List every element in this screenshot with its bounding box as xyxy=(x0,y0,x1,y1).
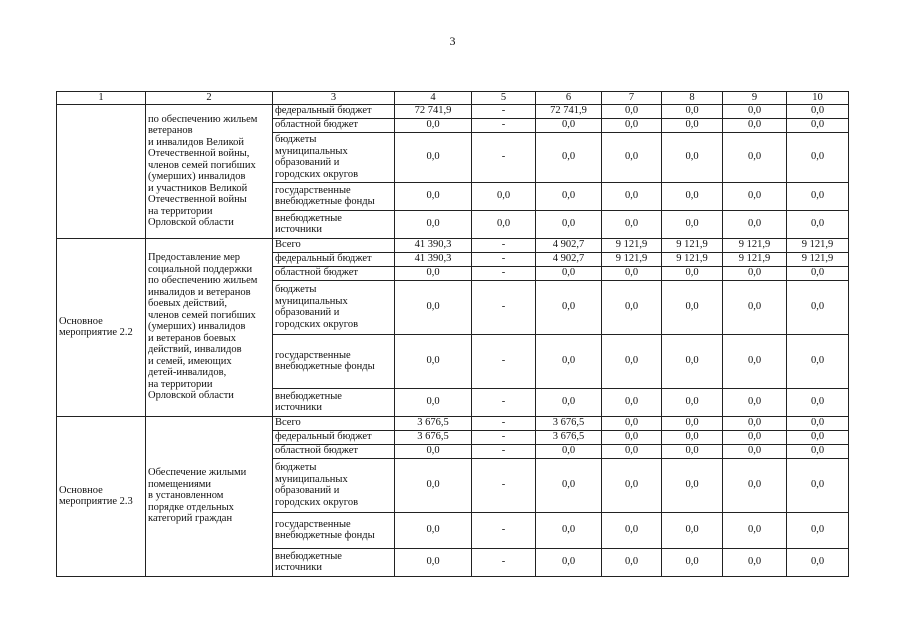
value-cell: 0,0 xyxy=(662,458,723,512)
value-cell: 0,0 xyxy=(602,416,662,430)
value-cell: - xyxy=(472,388,536,416)
value-cell: 0,0 xyxy=(602,210,662,238)
column-header: 8 xyxy=(662,92,723,105)
value-cell: 0,0 xyxy=(787,444,849,458)
value-cell: 0,0 xyxy=(536,266,602,280)
value-cell: 0,0 xyxy=(662,512,723,548)
value-cell: 0,0 xyxy=(536,512,602,548)
table-row xyxy=(57,416,849,430)
measure-cell xyxy=(57,238,146,416)
funding-source-cell xyxy=(273,430,395,444)
column-header: 5 xyxy=(472,92,536,105)
value-cell: 0,0 xyxy=(787,458,849,512)
value-cell: 0,0 xyxy=(602,444,662,458)
value-cell: 0,0 xyxy=(395,210,472,238)
value-cell: 0,0 xyxy=(536,388,602,416)
value-cell: 0,0 xyxy=(787,430,849,444)
value-cell: 0,0 xyxy=(723,132,787,182)
funding-source-cell xyxy=(273,104,395,118)
column-header: 1 xyxy=(57,92,146,105)
value-cell: 0,0 xyxy=(662,266,723,280)
value-cell: 0,0 xyxy=(536,280,602,334)
value-cell: - xyxy=(472,238,536,252)
value-cell: 0,0 xyxy=(787,280,849,334)
value-cell: 0,0 xyxy=(787,182,849,210)
value-cell: 0,0 xyxy=(662,388,723,416)
value-cell: 9 121,9 xyxy=(787,238,849,252)
value-cell: 0,0 xyxy=(602,182,662,210)
funding-source-cell xyxy=(273,266,395,280)
value-cell: - xyxy=(472,430,536,444)
value-cell: 0,0 xyxy=(602,266,662,280)
value-cell: 0,0 xyxy=(662,210,723,238)
value-cell: 3 676,5 xyxy=(395,430,472,444)
value-cell: 0,0 xyxy=(787,104,849,118)
value-cell: 0,0 xyxy=(787,334,849,388)
value-cell: 0,0 xyxy=(723,182,787,210)
value-cell: 0,0 xyxy=(723,388,787,416)
value-cell: 0,0 xyxy=(536,334,602,388)
value-cell: 0,0 xyxy=(787,132,849,182)
value-cell: 0,0 xyxy=(787,548,849,576)
value-cell: 0,0 xyxy=(602,104,662,118)
value-cell: 0,0 xyxy=(536,182,602,210)
value-cell: 0,0 xyxy=(602,388,662,416)
value-cell: 0,0 xyxy=(536,444,602,458)
funding-source-cell xyxy=(273,132,395,182)
value-cell: 4 902,7 xyxy=(536,238,602,252)
value-cell: 0,0 xyxy=(602,548,662,576)
measure-cell xyxy=(57,104,146,238)
funding-source-label: областной бюджет xyxy=(275,119,358,131)
value-cell: 0,0 xyxy=(602,132,662,182)
value-cell: 0,0 xyxy=(787,512,849,548)
value-cell: 0,0 xyxy=(723,444,787,458)
funding-source-cell xyxy=(273,280,395,334)
funding-source-label: федеральный бюджет xyxy=(275,253,372,265)
description-cell xyxy=(146,416,273,576)
value-cell: 0,0 xyxy=(472,182,536,210)
funding-source-label: областной бюджет xyxy=(275,445,358,457)
value-cell: 0,0 xyxy=(395,388,472,416)
funding-source-cell xyxy=(273,548,395,576)
funding-source-label: федеральный бюджет xyxy=(275,105,372,117)
description-text: по обеспечению жильем ветеранов и инвалидов Великой Отечественной войны, членов семей погибших (умерших) инвалидов и участников Великой Отечественной войны на территории Орловской области xyxy=(148,113,258,228)
value-cell: 0,0 xyxy=(787,416,849,430)
value-cell: - xyxy=(472,104,536,118)
value-cell: 0,0 xyxy=(662,444,723,458)
value-cell: 0,0 xyxy=(395,132,472,182)
value-cell: 0,0 xyxy=(662,430,723,444)
value-cell: 0,0 xyxy=(787,118,849,132)
value-cell: 0,0 xyxy=(662,548,723,576)
value-cell: 0,0 xyxy=(602,458,662,512)
value-cell: 0,0 xyxy=(536,118,602,132)
value-cell: 0,0 xyxy=(536,458,602,512)
funding-source-cell xyxy=(273,210,395,238)
funding-source-label: бюджеты муниципальных образований и городских округов xyxy=(275,284,359,330)
value-cell: 0,0 xyxy=(472,210,536,238)
value-cell: - xyxy=(472,548,536,576)
value-cell: 0,0 xyxy=(723,104,787,118)
value-cell: 0,0 xyxy=(723,210,787,238)
value-cell: 0,0 xyxy=(787,388,849,416)
value-cell: 0,0 xyxy=(536,132,602,182)
value-cell: 0,0 xyxy=(723,266,787,280)
value-cell: 0,0 xyxy=(662,118,723,132)
measure-label: Основное мероприятие 2.3 xyxy=(59,484,133,507)
value-cell: 9 121,9 xyxy=(662,252,723,266)
value-cell: 0,0 xyxy=(395,548,472,576)
value-cell: 0,0 xyxy=(395,444,472,458)
value-cell: 0,0 xyxy=(395,182,472,210)
table-row xyxy=(57,238,849,252)
value-cell: - xyxy=(472,118,536,132)
funding-source-cell xyxy=(273,238,395,252)
value-cell: 0,0 xyxy=(662,280,723,334)
value-cell: 0,0 xyxy=(723,458,787,512)
value-cell: 0,0 xyxy=(395,512,472,548)
value-cell: 0,0 xyxy=(395,458,472,512)
funding-source-cell xyxy=(273,458,395,512)
funding-source-label: областной бюджет xyxy=(275,267,358,279)
funding-source-label: бюджеты муниципальных образований и городских округов xyxy=(275,462,359,508)
value-cell: 41 390,3 xyxy=(395,238,472,252)
value-cell: 0,0 xyxy=(787,210,849,238)
measure-cell xyxy=(57,416,146,576)
value-cell: 9 121,9 xyxy=(662,238,723,252)
funding-source-label: федеральный бюджет xyxy=(275,431,372,443)
value-cell: 0,0 xyxy=(723,334,787,388)
value-cell: 9 121,9 xyxy=(787,252,849,266)
value-cell: 0,0 xyxy=(602,118,662,132)
funding-source-label: государственные внебюджетные фонды xyxy=(275,349,375,372)
value-cell: 0,0 xyxy=(723,416,787,430)
value-cell: 3 676,5 xyxy=(395,416,472,430)
value-cell: 0,0 xyxy=(723,512,787,548)
value-cell: - xyxy=(472,334,536,388)
column-header: 6 xyxy=(536,92,602,105)
value-cell: - xyxy=(472,132,536,182)
column-number-row xyxy=(57,92,849,105)
funding-source-cell xyxy=(273,118,395,132)
funding-source-label: внебюджетные источники xyxy=(275,550,342,573)
value-cell: 0,0 xyxy=(723,118,787,132)
column-header: 9 xyxy=(723,92,787,105)
value-cell: 0,0 xyxy=(723,280,787,334)
description-text: Предоставление мер социальной поддержки по обеспечению жильем инвалидов и ветеранов боевых действий, членов семей погибших (умерших) инвалидов и ветеранов боевых действий, инвалидов и семей, имеющих детей-инвалидов, на территории Орловской области xyxy=(148,252,258,402)
value-cell: 0,0 xyxy=(602,512,662,548)
value-cell: 0,0 xyxy=(787,266,849,280)
column-header: 2 xyxy=(146,92,273,105)
funding-source-label: бюджеты муниципальных образований и городских округов xyxy=(275,134,359,180)
value-cell: 9 121,9 xyxy=(723,238,787,252)
funding-source-cell xyxy=(273,512,395,548)
value-cell: 72 741,9 xyxy=(536,104,602,118)
value-cell: 3 676,5 xyxy=(536,430,602,444)
funding-source-cell xyxy=(273,444,395,458)
description-cell xyxy=(146,238,273,416)
funding-source-cell xyxy=(273,416,395,430)
funding-source-label: Всего xyxy=(275,239,301,251)
column-header: 4 xyxy=(395,92,472,105)
value-cell: 0,0 xyxy=(395,280,472,334)
funding-source-label: государственные внебюджетные фонды xyxy=(275,518,375,541)
column-header: 3 xyxy=(273,92,395,105)
value-cell: 41 390,3 xyxy=(395,252,472,266)
description-cell xyxy=(146,104,273,238)
value-cell: 4 902,7 xyxy=(536,252,602,266)
value-cell: 0,0 xyxy=(662,334,723,388)
funding-source-label: внебюджетные источники xyxy=(275,212,342,235)
value-cell: 9 121,9 xyxy=(602,252,662,266)
value-cell: 0,0 xyxy=(536,210,602,238)
measure-label: Основное мероприятие 2.2 xyxy=(59,315,133,338)
table-row xyxy=(57,104,849,118)
value-cell: 0,0 xyxy=(602,280,662,334)
funding-source-cell xyxy=(273,252,395,266)
funding-source-cell xyxy=(273,182,395,210)
value-cell: - xyxy=(472,416,536,430)
value-cell: 0,0 xyxy=(395,118,472,132)
value-cell: 0,0 xyxy=(723,548,787,576)
value-cell: - xyxy=(472,280,536,334)
value-cell: 0,0 xyxy=(723,430,787,444)
value-cell: 9 121,9 xyxy=(723,252,787,266)
value-cell: 0,0 xyxy=(602,334,662,388)
value-cell: 0,0 xyxy=(395,266,472,280)
value-cell: 3 676,5 xyxy=(536,416,602,430)
value-cell: - xyxy=(472,266,536,280)
value-cell: - xyxy=(472,252,536,266)
value-cell: 0,0 xyxy=(662,104,723,118)
value-cell: 0,0 xyxy=(536,548,602,576)
column-header: 10 xyxy=(787,92,849,105)
value-cell: - xyxy=(472,444,536,458)
funding-source-label: внебюджетные источники xyxy=(275,390,342,413)
value-cell: 0,0 xyxy=(395,334,472,388)
column-header: 7 xyxy=(602,92,662,105)
value-cell: - xyxy=(472,512,536,548)
funding-source-label: государственные внебюджетные фонды xyxy=(275,184,375,207)
funding-source-label: Всего xyxy=(275,417,301,429)
funding-source-cell xyxy=(273,334,395,388)
funding-source-cell xyxy=(273,388,395,416)
value-cell: 0,0 xyxy=(662,132,723,182)
value-cell: 0,0 xyxy=(662,416,723,430)
value-cell: 72 741,9 xyxy=(395,104,472,118)
description-text: Обеспечение жилыми помещениями в установленном порядке отдельных категорий граждан xyxy=(148,467,247,525)
page-number: 3 xyxy=(449,34,456,48)
value-cell: 9 121,9 xyxy=(602,238,662,252)
budget-table xyxy=(56,91,849,577)
value-cell: 0,0 xyxy=(602,430,662,444)
value-cell: 0,0 xyxy=(662,182,723,210)
value-cell: - xyxy=(472,458,536,512)
